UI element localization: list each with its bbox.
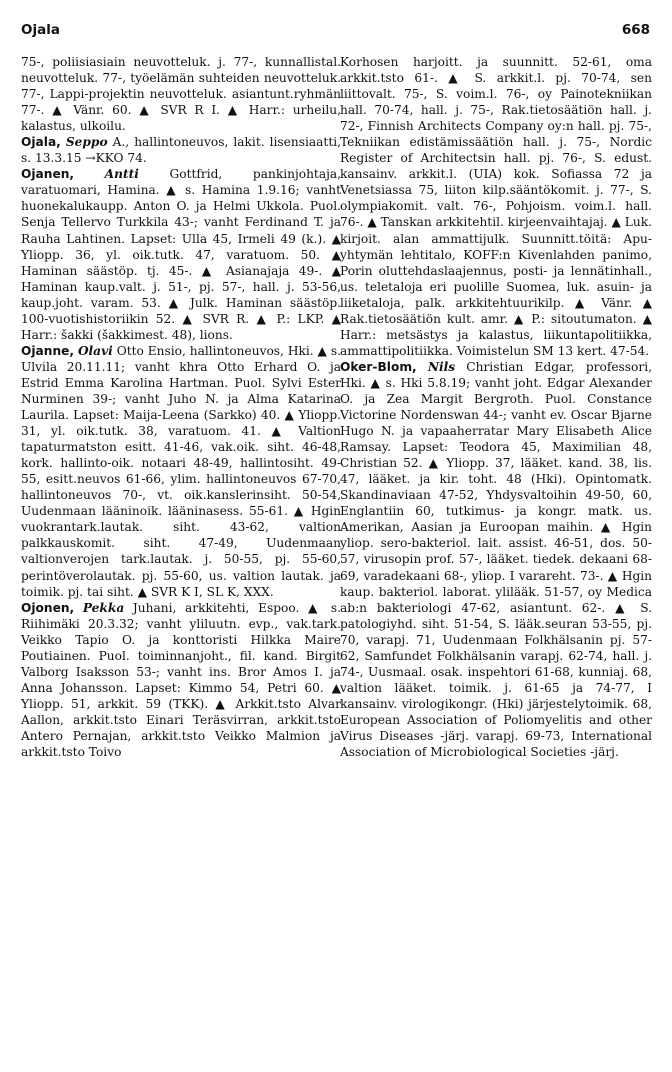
entry	[21, 600, 341, 760]
entry	[340, 359, 652, 760]
entry	[21, 134, 341, 166]
entry-given-name: Antti	[104, 167, 139, 182]
entry-text: Gottfrid, pankinjohtaja, varatuomari, Hamina. ▲ s. Hamina 1.9.16; vanht huonekalukaupp. Anton O. ja Helmi Ukkola. Puol. Senja Tellervo Turkkila 43-; vanht Ferdinand T. ja Rauha Lahtinen. Lapset: Ulla 45, Irmeli 49 (k.). ▲ Yliopp. 36, yl. oik.tutk. 47, varatuom. 50. ▲ Haminan säästöp. tj. 45-. ▲ Asianajaja 49-. ▲ Haminan kaup.valt. j. 51-, pj. 57-, hall. j. 53-56, kaup.joht. varam. 53. ▲ Julk. Haminan säästöp. 100-vuotishistoriikin 52. ▲ SVR R. ▲ P.: LKP. ▲ Harr.: šakki (šakkimest. 48), lions.	[21, 167, 342, 342]
page-number: 668	[621, 22, 650, 38]
entry-text: Otto Ensio, hallintoneuvos, Hki. ▲ s. Ulvila 20.11.11; vanht khra Otto Erhard O. ja Estrid Emma Karolina Hartman. Puol. Sylvi Ester Nurminen 39-; vanht Juho N. ja Alma Katarina Laurila. Lapset: Maija-Leena (Sarkko) 40. ▲ Yliopp. 31, yl. oik.tutk. 38, varatuom. 41. ▲ Valtion tapaturmatston esitt. 41-46, vak.oik. siht. 46-48, kork. hallinto-oik. notaari 48-49, hallintosiht. 49-55, esitt.neuvos 61-66, ylim. hallintoneuvos 67-70, hallintoneuvos 70-, vt. oik.kanslerinsiht. 50-54, Uudenmaan lääninoik. lääninasess. 55-61. ▲ Hgin vuokrantark.lautak. siht. 43-62, valtion palkkauskomit. siht. 47-49, Uudenmaan valtionverojen tark.lautak. j. 50-55, pj. 55-60, perintöverolautak. pj. 55-60, us. valtion lautak. ja toimik. pj. tai siht. ▲ SVR K I, SL K, XXX.	[21, 343, 342, 599]
entry-surname: Ojala,	[21, 135, 61, 150]
entry-text: Juhani, arkkitehti, Espoo. ▲ s. Riihimäki 20.3.32; vanht yliluutn. evp., vak.tark. Veikko Tapio O. ja konttoristi Hilkka Maire Poutiainen. Puol. toiminnanjoht., fil. kand. Birgit Valborg Isaksson 53-; vanht ins. Bror Amos I. ja Anna Johansson. Lapset: Kimmo 54, Petri 60. ▲ Yliopp. 51, arkkit. 59 (TKK). ▲ Arkkit.tsto Alvar Aallon, arkkit.tsto Einari Teräsvirran, arkkit.tsto Antero Pernajan, arkkit.tsto Veikko Malmion ja arkkit.tsto Toivo	[21, 600, 341, 760]
running-head	[21, 22, 650, 42]
entry-given-name: Pekka	[82, 600, 125, 615]
entry-given-name: Nils	[427, 359, 456, 374]
entry-text: Korhosen harjoitt. ja suunnitt. 52-61, oma arkkit.tsto 61-. ▲ S. arkkit.l. pj. 70-74, sen liittovalt. 75-, S. voim.l. 76-, oy Painotekniikan hall. 70-74, hall. j. 75-, Rak.tietosäätiön hall. j. 72-, Finnish Architects Company oy:n hall. pj. 75-, Tekniikan edistämissäätiön hall. j. 75-, Nordic Register of Architectsin hall. pj. 76-, S. edust. kansainv. arkkit.l. (UIA) kok. Sofiassa 72 ja Venetsiassa 75, liiton kilp.sääntökomit. j. 77-, S. olympiakomit. valt. 76-, Pohjoism. voim.l. hall. 76-. ▲ Tanskan arkkitehtil. kirjeenvaihtajaj. ▲ Luk. kirjoit. alan ammattijulk. Suunnitt.töitä: Apu-yhtymän lehtitalo, KOFF:n Kivenlahden panimo, Porin oluttehdaslaajennus, posti- ja lennätinhall., us. teletaloja eri puolille Suomea, luk. asuin- ja liiketaloja, palk. arkkitehtuurikilp. ▲ Vänr. ▲ Rak.tietosäätiön kult. amr. ▲ P.: sitoutumaton. ▲ Harr.: metsästys ja kalastus, liikuntapolitiikka, ammattipolitiikka. Voimistelun SM 13 kert. 47-54.	[340, 55, 652, 358]
running-head-word: Ojala	[21, 22, 60, 38]
entry-given-name: Seppo	[65, 135, 108, 150]
entry-given-name: Olavi	[77, 343, 113, 358]
entry	[21, 166, 341, 343]
entry-text: 75-, poliisiasiain neuvotteluk. j. 77-, kunnallistal. neuvotteluk. 77-, työelämän suhteiden neuvotteluk. 77-, Lappi-projektin neuvotteluk. asiantunt.ryhmän 77-. ▲ Vänr. 60. ▲ SVR R I. ▲ Harr.: urheilu, kalastus, ulkoilu.	[21, 55, 341, 134]
entry	[340, 54, 652, 359]
entry-surname: Ojonen,	[21, 600, 75, 615]
entry	[21, 343, 341, 600]
entry-surname: Ojanne,	[21, 343, 75, 358]
right-column	[340, 54, 652, 760]
left-column	[21, 54, 341, 760]
entry	[21, 54, 341, 134]
entry-text: Christian Edgar, professori, Hki. ▲ s. Hki 5.8.19; vanht joht. Edgar Alexander O. ja Zea Margit Bergroth. Puol. Constance Victorine Nordenswan 44-; vanht ev. Oscar Bjarne Hugo N. ja vapaaherratar Mary Elisabeth Alice Ramsay. Lapset: Teodora 45, Maximilian 48, Christian 52. ▲ Yliopp. 37, lääket. kand. 38, lis. 47, lääket. ja kir. toht. 48 (Hki). Opintomatk. Skandinaviaan 47-52, Yhdysvaltoihin 49-50, 60, Englantiin 60, tutkimus- ja kongr. matk. us. Amerikan, Aasian ja Euroopan maihin. ▲ Hgin yliop. sero-bakteriol. lait. assist. 46-51, dos. 50-57, virusopin prof. 57-, lääket. tiedek. dekaani 68-69, varadekaani 68-, yliop. I varareht. 73-. ▲ Hgin kaup. bakteriol. laborat. ylilääk. 51-57, oy Medica ab:n bakteriologi 47-62, asiantunt. 62-. ▲ S. patologiyhd. siht. 51-54, S. lääk.seuran 53-55, pj. 70, varapj. 71, Uudenmaan Folkhälsanin pj. 57-62, Samfundet Folkhälsanin varapj. 62-74, hall. j. 74-, Uusmaal. osak. inspehtori 61-68, kunniaj. 68, valtion lääket. toimik. j. 61-65 ja 74-77, I kansainv. virologikongr. (Hki) järjestelytoimik. 68, European Association of Poliomyelitis and other Virus Diseases -järj. varapj. 69-73, International Association of Microbiological Societies -järj.	[340, 359, 652, 760]
entry-text: A., hallintoneuvos, lakit. lisensiaatti, s. 13.3.15 →KKO 74.	[21, 135, 341, 166]
entry-surname: Oker-Blom,	[340, 359, 417, 374]
entry-surname: Ojanen,	[21, 167, 75, 182]
